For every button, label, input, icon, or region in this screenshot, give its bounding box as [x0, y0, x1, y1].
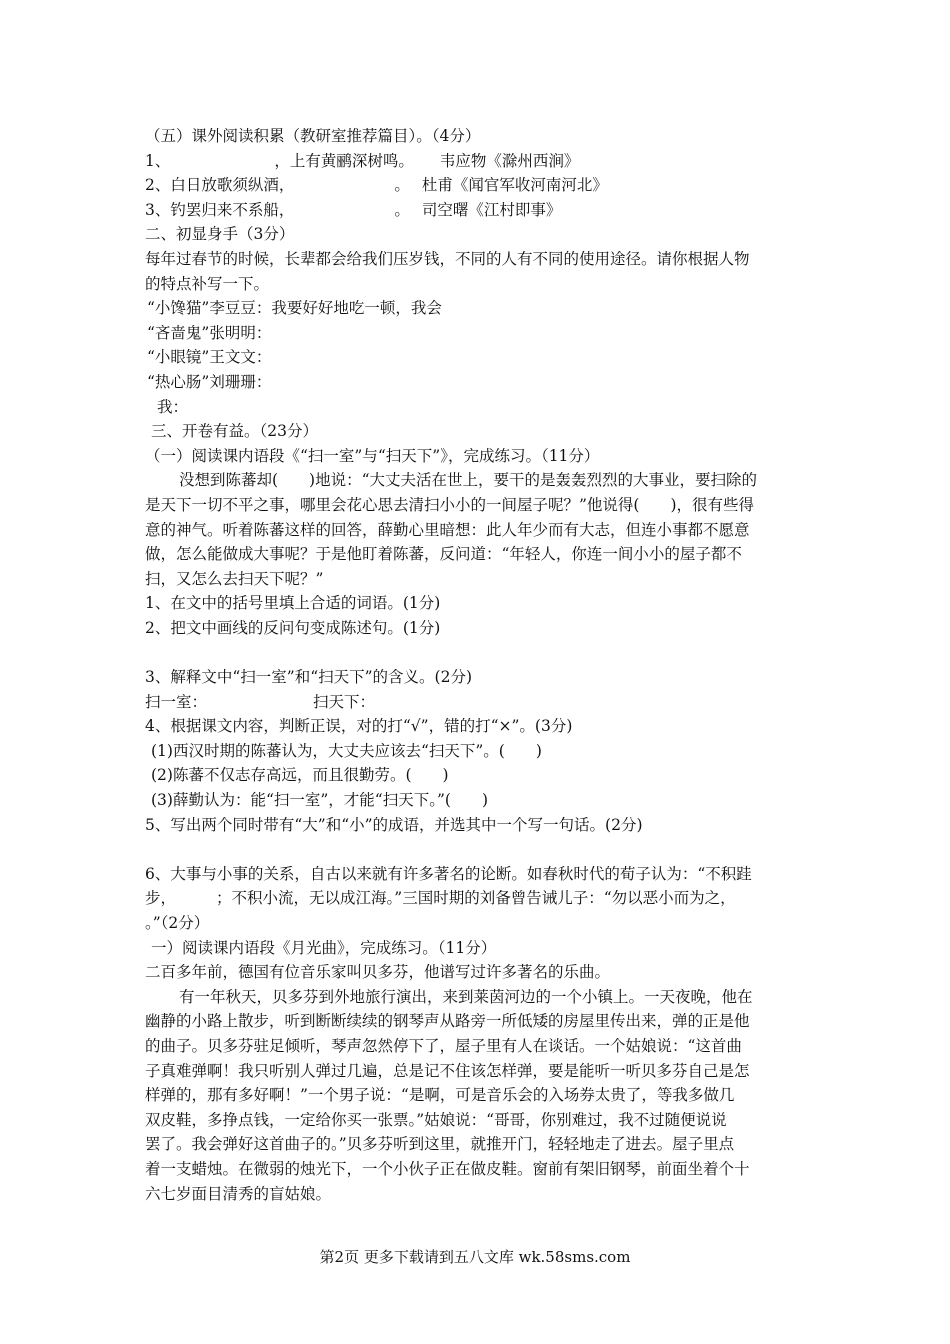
person-me: 我：: [157, 397, 189, 416]
question-4: 4、根据课文内容，判断正误，对的打“√”，错的打“×”。(3分): [145, 717, 573, 736]
person-wang-wenwen: “小眼镜”王文文：: [147, 348, 272, 367]
passage-line: 有一年秋天，贝多芬到外地旅行演出，来到莱茵河边的一个小镇上。一天夜晚，他在: [179, 987, 753, 1006]
person-li-doudou: “小馋猫”李豆豆：我要好好地吃一顿，我会: [147, 299, 442, 318]
question-1: 1、在文中的括号里填上合适的词语。(1分): [145, 594, 441, 613]
question-3-answers: 扫一室： 扫天下：: [145, 692, 376, 711]
page-footer: 第2页 更多下载请到五八文库 wk.58sms.com: [319, 1248, 631, 1266]
passage-line: 扫，又怎么去扫天下呢？”: [145, 569, 324, 588]
question-4-item-3: (3)薛勤认为：能“扫一室”，才能“扫天下。”( ): [151, 791, 488, 810]
question-2: 2、把文中画线的反问句变成陈述句。(1分): [145, 618, 441, 637]
question-4-item-2: (2)陈蕃不仅志存高远，而且很勤劳。( ): [151, 766, 449, 785]
passage-line: 做，怎么能做成大事呢？于是他盯着陈蕃，反问道：“年轻人，你连一间小小的屋子都不: [145, 545, 742, 564]
part3-heading: 三、开卷有益。（23分）: [151, 422, 318, 441]
part3-subheading: （一）阅读课内语段《“扫一室”与“扫天下”》，完成练习。（11分）: [145, 446, 600, 465]
passage-line: 罢了。我会弹好这首曲子的。”贝多芬听到这里，就推开门，轻轻地走了进去。屋子里点: [145, 1135, 735, 1154]
section5-item-1: 1、 ，上有黄鹂深树鸣。 韦应物《滁州西涧》: [145, 151, 580, 170]
part4-subheading: 一）阅读课内语段《月光曲》，完成练习。（11分）: [151, 938, 497, 957]
question-3: 3、解释文中“扫一室”和“扫天下”的含义。(2分): [145, 668, 473, 687]
answer-space: [145, 640, 810, 665]
passage-line: 子真难弹啊！我只听别人弹过几遍，总是记不住该怎样弹，要是能听一听贝多芬自己是怎: [145, 1061, 750, 1080]
question-6-line-3: 。”（2分）: [145, 914, 210, 932]
passage-line: 的曲子。贝多芬驻足倾听，琴声忽然停下了，屋子里有人在谈话。一个姑娘说：“这首曲: [145, 1036, 742, 1055]
section5-heading: （五）课外阅读积累（教研室推荐篇目）。（4分）: [145, 127, 481, 145]
person-zhang-mingming: “吝啬鬼”张明明：: [147, 323, 272, 342]
passage-line: 双皮鞋，多挣点钱，一定给你买一张票。”姑娘说：“哥哥，你别难过，我不过随便说说: [145, 1110, 727, 1129]
person-liu-shanshan: “热心肠”刘珊珊：: [147, 372, 272, 391]
passage-line: 没想到陈蕃却( )地说：“大丈夫活在世上，要干的是轰轰烈烈的大事业，要扫除的: [179, 471, 758, 490]
question-5: 5、写出两个同时带有“大”和“小”的成语，并选其中一个写一句话。(2分): [145, 815, 643, 834]
answer-space: [145, 837, 810, 862]
question-4-item-1: (1)西汉时期的陈蕃认为，大丈夫应该去“扫天下”。( ): [151, 741, 542, 760]
passage-line: 六七岁面目清秀的盲姑娘。: [145, 1184, 332, 1203]
passage-line: 幽静的小路上散步，听到断断续续的钢琴声从路旁一所低矮的房屋里传出来，弹的正是他: [145, 1012, 750, 1031]
section5-item-3: 3、钓罢归来不系船， 。 司空曙《江村即事》: [145, 200, 562, 219]
part2-intro-line-1: 每年过春节的时候，长辈都会给我们压岁钱，不同的人有不同的使用途径。请你根据人物: [145, 249, 750, 268]
page-content: [145, 124, 810, 1206]
part4-line-1: 二百多年前，德国有位音乐家叫贝多芬，他谱写过许多著名的乐曲。: [145, 963, 611, 982]
question-6-line-1: 6、大事与小事的关系，自古以来就有许多著名的论断。如春秋时代的荀子认为：“不积跬: [145, 864, 752, 883]
section5-item-2: 2、白日放歌须纵酒， 。 杜甫《闻官军收河南河北》: [145, 176, 608, 195]
passage-line: 样弹的，那有多好啊！”一个男子说：“是啊，可是音乐会的入场券太贵了，等我多做几: [145, 1086, 735, 1105]
part2-heading: 二、初显身手（3分）: [145, 225, 295, 244]
passage-line: 着一支蜡烛。在微弱的烛光下，一个小伙子正在做皮鞋。窗前有架旧钢琴，前面坐着个十: [145, 1159, 750, 1178]
passage-line: 意的神气。听着陈蕃这样的回答，薛勤心里暗想：此人年少而有大志，但连小事都不愿意: [145, 520, 750, 539]
question-6-line-2: 步， ；不积小流，无以成江海。”三国时期的刘备曾告诫儿子：“勿以恶小而为之，: [145, 889, 736, 908]
part2-intro-line-2: 的特点补写一下。: [145, 274, 270, 293]
passage-line: 是天下一切不平之事，哪里会花心思去清扫小小的一间屋子呢？”他说得( )，很有些得: [145, 495, 755, 514]
